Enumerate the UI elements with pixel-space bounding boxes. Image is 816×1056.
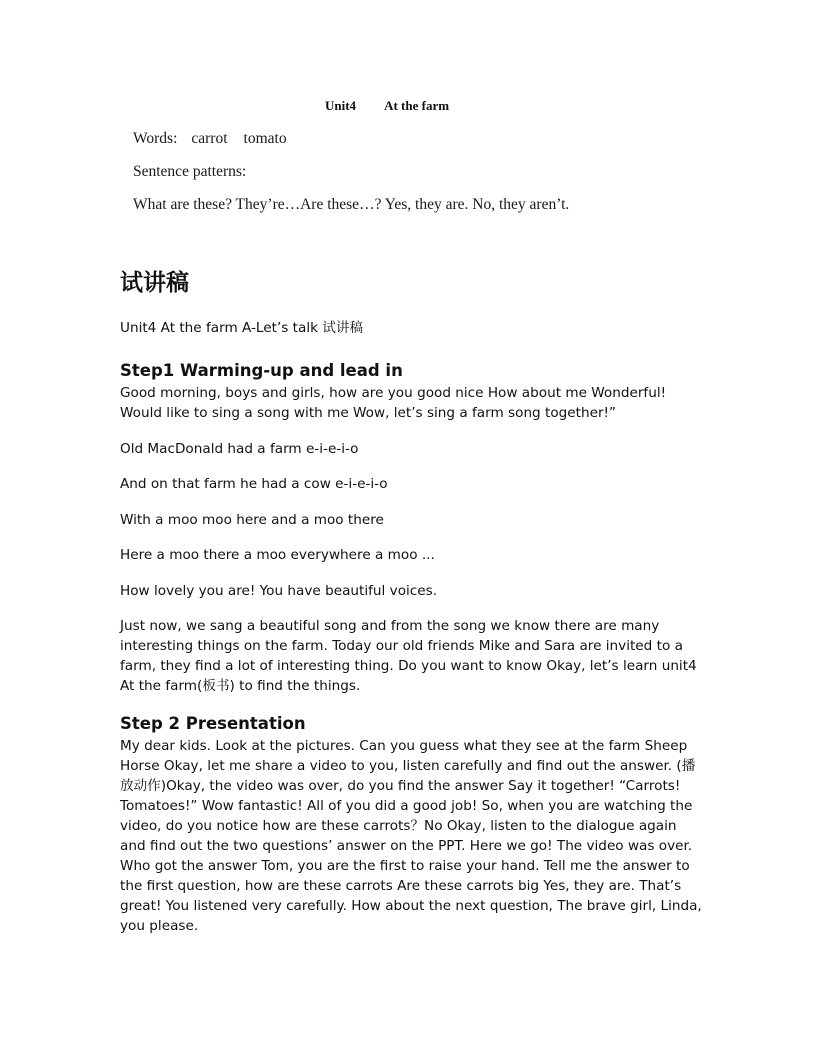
step1-paragraph-5: Here a moo there a moo everywhere a moo ...	[120, 547, 435, 563]
unit-topic: At the farm	[384, 98, 450, 113]
step1-heading: Step1 Warming-up and lead in	[120, 361, 403, 380]
patterns-label: Sentence patterns:	[133, 163, 247, 180]
step1-paragraph-2: Old MacDonald had a farm e-i-e-i-o	[120, 440, 359, 457]
document-body	[120, 318, 705, 951]
words-label: Words:	[133, 130, 178, 147]
unit-number: Unit4	[325, 98, 357, 113]
words-line	[133, 130, 287, 148]
step1-paragraph-1: Good morning, boys and girls, how are you good nice How about me Wonderful! Would like to sing a song with me Wow, let’s sing a farm song together!”	[120, 385, 667, 421]
unit-title	[325, 98, 449, 114]
word-tomato: tomato	[243, 130, 287, 147]
step1-paragraph-3: And on that farm he had a cow e-i-e-i-o	[120, 476, 388, 492]
step1-paragraph-6: How lovely you are! You have beautiful voices.	[120, 582, 438, 599]
document-subtitle: Unit4 At the farm A-Let’s talk 试讲稿	[120, 320, 364, 336]
word-carrot: carrot	[191, 130, 228, 147]
patterns-text: What are these? They’re…Are these…? Yes, they are. No, they aren’t.	[133, 196, 570, 213]
step1-paragraph-4: With a moo moo here and a moo there	[120, 511, 384, 528]
step2-paragraph-1: My dear kids. Look at the pictures. Can you guess what they see at the farm Sheep Horse Okay, let me share a video to you, listen carefully and find out the answer. (播放动作)Okay, the video was over, do you find the answer Say it together! “Carrots! Tomatoes!” Wow fantastic! All of you did a good job! So, when you are watching the video, do you notice how are these carrots？No Okay, listen to the dialogue again and find out the two questions’ answer on the PPT. Here we go! The video was over. Who got the answer Tom, you are the first to raise your hand. Tell me the answer to the first question, how are these carrots Are these carrots big Yes, they are. That’s great! You listened very carefully. How about the next question, The brave girl, Linda, you please.	[120, 737, 702, 934]
step1-paragraph-7: Just now, we sang a beautiful song and from the song we know there are many interesting things on the farm. Today our old friends Mike and Sara are invited to a farm, they find a lot of interesting thing. Do you want to know Okay, let’s learn unit4 At the farm(板书) to find the things.	[120, 618, 697, 694]
document-heading: 试讲稿	[120, 270, 189, 296]
step2-heading: Step 2 Presentation	[120, 713, 306, 733]
